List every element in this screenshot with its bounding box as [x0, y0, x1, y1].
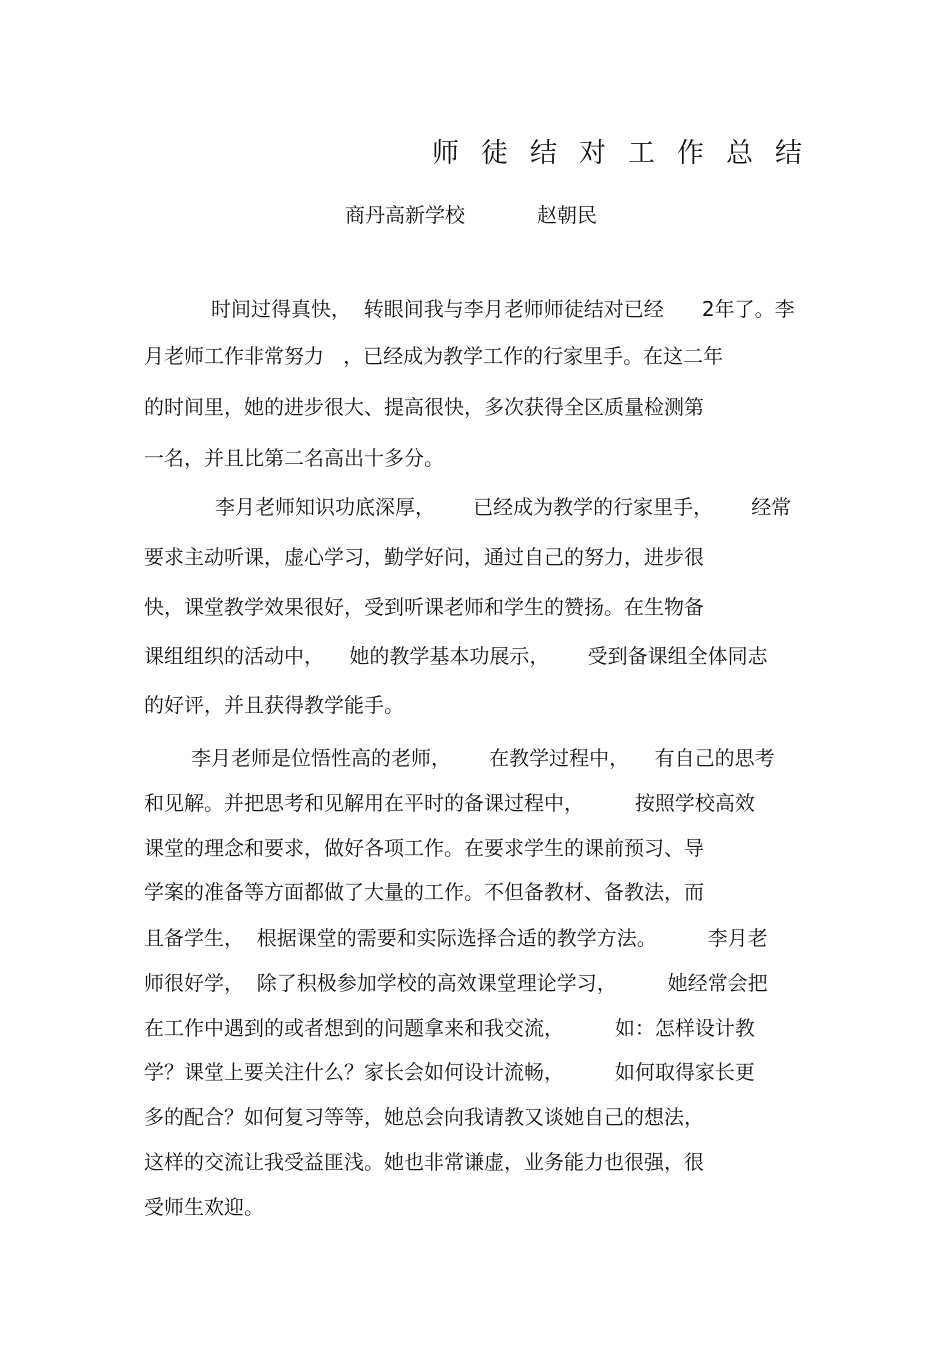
body-line: 且备学生， 根据课堂的需要和实际选择合适的教学方法。 李月老 — [144, 926, 768, 950]
body-line: 快，课堂教学效果很好，受到听课老师和学生的赞扬。在生物备 — [144, 595, 704, 619]
body-line: 学？课堂上要关注什么？家长会如何设计流畅， 如何取得家长更 — [144, 1060, 755, 1084]
body-line: 月老师工作非常努力 ，已经成为教学工作的行家里手。在这二年 — [144, 344, 724, 368]
body-line: 李月老师是位悟性高的老师， 在教学过程中， 有自己的思考 — [191, 746, 775, 770]
body-line: 学案的准备等方面都做了大量的工作。不但备教材、备教法，而 — [144, 880, 704, 904]
body-line: 李月老师知识功底深厚， 已经成为教学的行家里手， 经常 — [215, 495, 792, 519]
body-line: 在工作中遇到的或者想到的问题拿来和我交流， 如：怎样设计教 — [144, 1016, 755, 1040]
body-line: 多的配合？如何复习等等，她总会向我请教又谈她自己的想法， — [144, 1105, 704, 1129]
body-line: 这样的交流让我受益匪浅。她也非常谦虚，业务能力也很强，很 — [144, 1150, 704, 1174]
school-name: 商丹高新学校 — [345, 203, 465, 227]
author-name: 赵朝民 — [537, 203, 597, 227]
body-line: 课堂的理念和要求，做好各项工作。在要求学生的课前预习、导 — [144, 836, 704, 860]
body-line: 和见解。并把思考和见解用在平时的备课过程中， 按照学校高效 — [144, 791, 755, 815]
body-line: 受师生欢迎。 — [144, 1195, 264, 1219]
body-line: 课组组织的活动中， 她的教学基本功展示， 受到备课组全体同志 — [144, 644, 768, 668]
document-title: 师徒结对工作总结 — [432, 138, 824, 169]
body-line: 的好评，并且获得教学能手。 — [144, 693, 404, 717]
body-line: 的时间里，她的进步很大、提高很快，多次获得全区质量检测第 — [144, 395, 704, 419]
body-line: 时间过得真快， 转眼间我与李月老师师徒结对已经 2年了。李 — [211, 297, 795, 321]
body-line: 一名，并且比第二名高出十多分。 — [144, 446, 444, 470]
body-line: 要求主动听课，虚心学习，勤学好问，通过自己的努力，进步很 — [144, 545, 704, 569]
body-line: 师很好学， 除了积极参加学校的高效课堂理论学习， 她经常会把 — [144, 971, 768, 995]
